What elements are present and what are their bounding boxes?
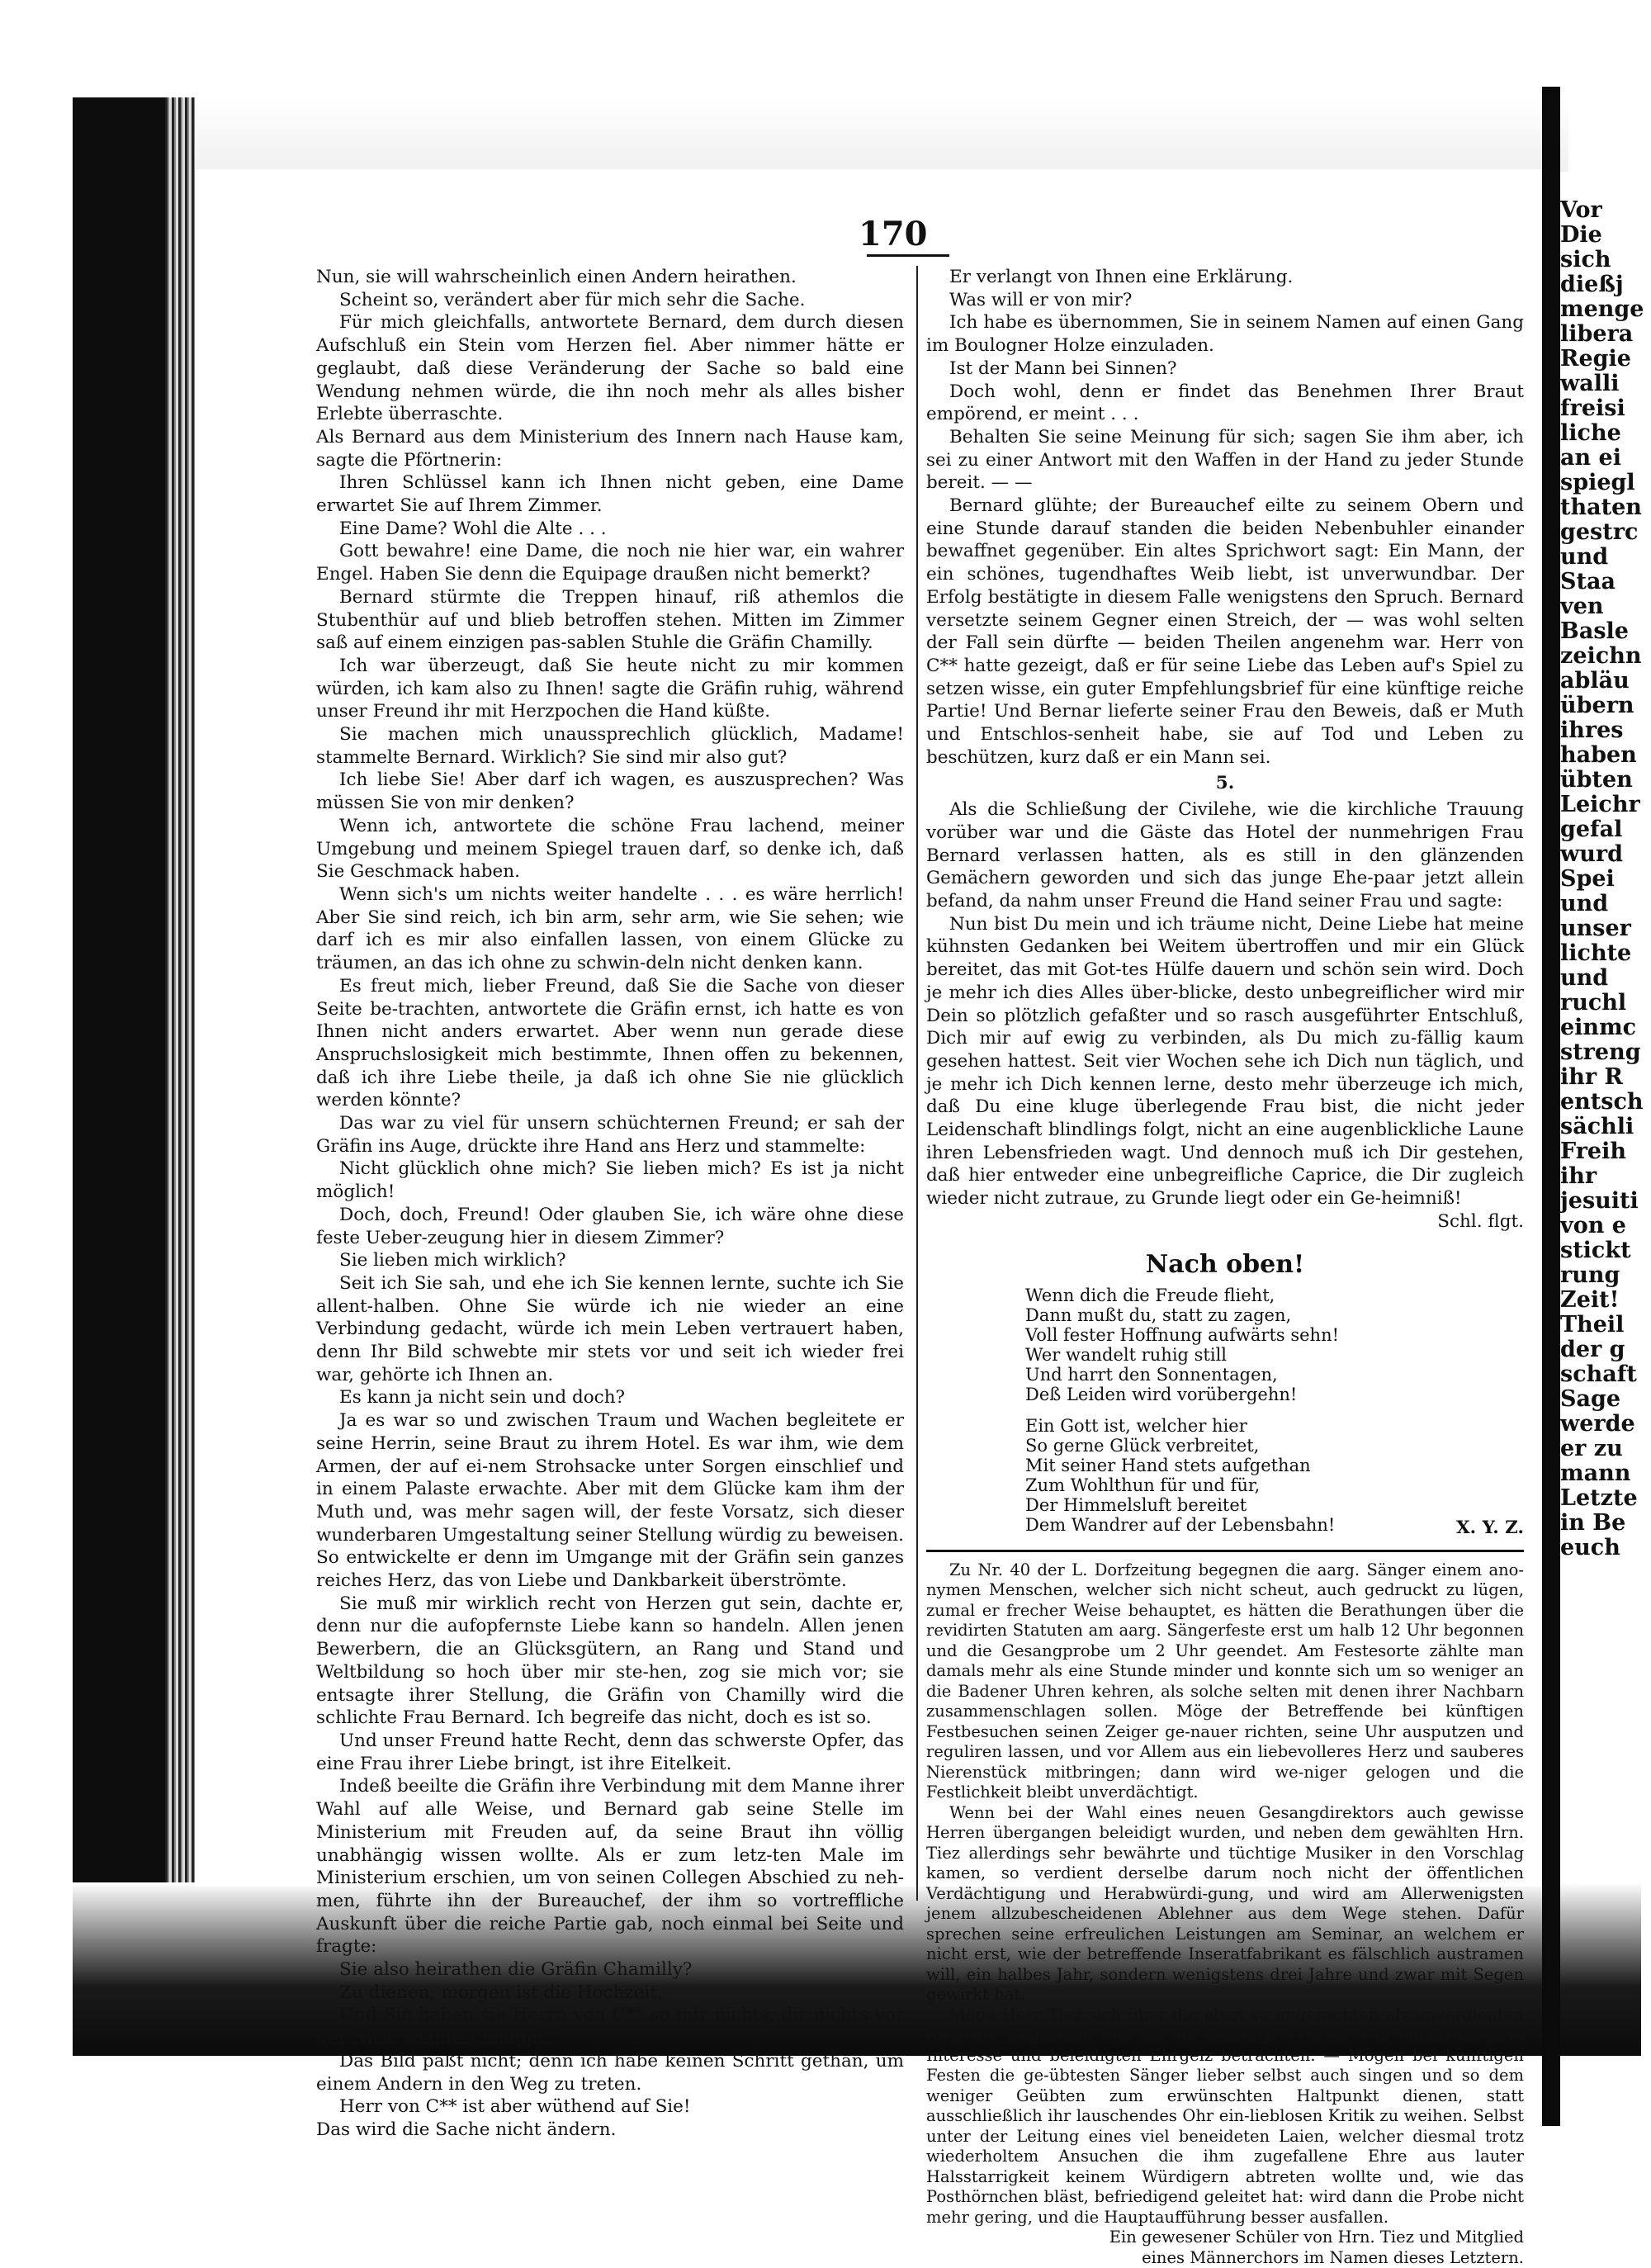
poem-line: Wer wandelt ruhig still [1025,1345,1228,1366]
next-page-word: ihres [1560,717,1624,743]
notice-signature [926,2228,1524,2268]
paragraph: Sie lieben mich wirklich? [339,1250,566,1271]
paragraph: Das Bild paßt nicht; denn ich habe keinen Schritt gethan, um einem Andern in den Weg zu treten. [316,2050,904,2095]
next-page-word: spiegl [1560,470,1635,495]
next-page-word: sich [1560,247,1611,272]
next-page-word: freisi [1560,395,1625,421]
poem-author: X. Y. Z. [1455,1518,1524,1539]
next-page-word: ven [1560,594,1604,619]
paragraph: Sie muß mir wirklich recht von Herzen gut sein, dachte er, denn nur die aufopfernste Liebe kann so handeln. Allen jenen Bewerbern, die an Glücksgütern, an Rang und Stand und Weltbildung so hoch über mir ste-hen, zog sie mich vor; sie entsagte ihrer Stellung, die Gräfin von Chamilly wird die schlichte Frau Bernard. Ich begreife das nicht, doch es ist so. [316,1593,904,1729]
next-page-word: werde [1560,1411,1635,1437]
poem [1025,1286,1524,1535]
paragraph: Er verlangt von Ihnen eine Erklärung. [949,267,1294,287]
paragraph: Sie machen mich unaussprechlich glücklich, Madame! stammelte Bernard. Wirklich? Sie sind mir also gut? [316,724,904,768]
next-page-word: liche [1560,420,1621,446]
next-page-word: Die [1560,222,1602,248]
scan-left-edge [73,97,172,2021]
next-page-word: ruchl [1560,990,1627,1016]
next-page-word: gestrc [1560,519,1639,545]
next-page-word: von e [1560,1213,1626,1238]
next-page-word: und [1560,891,1609,916]
page-gutter [1542,87,1560,2126]
book-binding [165,97,195,1889]
signature-line: Ein gewesener Schüler von Hrn. Tiez und Mitglied [1109,2228,1524,2247]
next-page-word: der g [1560,1337,1625,1362]
notice [926,1560,1524,2228]
paragraph: Behalten Sie seine Meinung für sich; sagen Sie ihm aber, ich sei zu einer Antwort mit den Waffen in der Hand zu jeder Stunde bereit. — — [926,426,1524,494]
paragraph: Bernard glühte; der Bureauchef eilte zu seinem Obern und eine Stunde darauf standen die beiden Nebenbuhler einander bewaffnet gegenüber. Ein altes Sprichwort sagt: Ein Mann, der ein schönes, tugendhaftes Weib liebt, ist unverwundbar. Der Erfolg bestätigte in diesem Falle wenigstens den Spruch. Bernard versetzte seinem Gegner einen Streich, der — was wohl selten der Fall sein dürfte — beiden Theilen angenehm war. Herr von C** hatte gezeigt, daß er für seine Liebe das Leben auf's Spiel zu setzen wisse, ein guter Empfehlungsbrief für eine künftige reiche Partie! Und Bernar lieferte seiner Frau den Beweis, daß er Muth und Entschlos-senheit habe, sie auf Tod und Leben zu beschützen, kurz daß er ein Mann sei. [926,495,1524,768]
paragraph: Ich liebe Sie! Aber darf ich wagen, es auszusprechen? Was müssen Sie von mir denken? [316,769,904,814]
paragraph: Wenn sich's um nichts weiter handelte . . . es wäre herrlich! Aber Sie sind reich, ich bin arm, sehr arm, wie Sie sehen; wie darf ich es mir also einfallen lassen, von einem Glücke zu träumen, an das ich ohne zu schwin-deln nicht denken kann. [316,883,904,974]
paragraph: Ja es war so und zwischen Traum und Wachen begleitete er seine Herrin, seine Braut zu ihrem Hotel. Es war ihm, wie dem Armen, der auf ei-nem Strohsacke unter Sorgen einschlief und in einem Palaste erwachte. Aber mit dem Glücke kam ihm der Muth und, was mehr sagen will, der feste Vorsatz, sich dieser wunderbaren Umgestaltung seiner Stellung würdig zu beweisen. So entwickelte er denn im Umgange mit der Gräfin sein ganzes reiches Herz, das von Liebe und Dankbarkeit überströmte. [316,1410,904,1592]
next-page-word: und [1560,544,1609,570]
paragraph: Zu Nr. 40 der L. Dorfzeitung begegnen die aarg. Sänger einem ano-nymen Menschen, welcher sich nicht scheut, auch gedruckt zu lügen, zumal er frecher Weise behauptet, es hätten die Berathungen über die revidirten Statuten am aarg. Sängerfeste erst um halb 12 Uhr begonnen und die Gesangprobe um 2 Uhr geendet. Am Festesorte zählte man damals mehr als eine Stunde minder und konnte sich um so weniger an die Badener Uhren kehren, als solche selten mit denen ihrer Nachbarn zusammenschlagen sollen. Möge der Betreffende bei künftigen Festbesuchen seinen Zeiger ge-nauer richten, seine Uhr ausputzen und reguliren lassen, und vor Allem aus ein liebevolleres Herz und sauberes Nierenstück mitbringen; dann wird we-niger gelogen und die Festlichkeit bleibt unverdächtigt. [926,1560,1524,1802]
page-number-rule [867,254,949,257]
poem-line: Wenn dich die Freude flieht, [1025,1286,1275,1306]
next-page-word: haben [1560,742,1637,768]
section-number: 5. [1215,773,1235,794]
next-page-word: Leichr [1560,792,1640,817]
paragraph: Es kann ja nicht sein und doch? [339,1387,626,1409]
paragraph: Ich habe es übernommen, Sie in seinem Namen auf einen Gang im Boulogner Holze einzuladen. [926,312,1524,357]
left-column [316,266,904,2142]
paragraph: Nun, sie will wahrscheinlich einen Andern heirathen. [316,267,797,287]
next-page-word: entsch [1560,1089,1644,1115]
poem-line: Deß Leiden wird vorübergehn! [1025,1385,1298,1405]
paragraph: Was will er von mir? [949,289,1133,310]
poem-line: Dann mußt du, statt zu zagen, [1025,1305,1292,1326]
next-page-word: streng [1560,1039,1641,1065]
next-page-word: Spei [1560,866,1615,892]
paragraph: Für mich gleichfalls, antwortete Bernard, dem durch diesen Aufschluß ein Stein vom Herzen fiel. Aber nimmer hätte er geglaubt, daß diese Veränderung der Sache so bald eine Wendung nehmen würde, die ihn noch mehr als alles bisher Erlebte überraschte. [316,312,904,425]
next-page-word: Theil [1560,1312,1625,1338]
paragraph: Nun bist Du mein und ich träume nicht, Deine Liebe hat meine kühnsten Gedanken bei Weitem übertroffen und mir ein Glück bereitet, das mit Got-tes Hülfe dauern und schön sein wird. Doch je mehr ich dies Alles über-blicke, desto unbegreiflicher wird mir Dein so plötzlich gefaßter und so rasch ausgeführter Entschluß, Dich mir auf ewig zu verbinden, als Du mich zu-fällig kaum gesehen hattest. Seit vier Wochen sehe ich Dich nun täglich, und je mehr ich Dich kennen lerne, desto mehr überzeuge ich mich, daß Du eine kluge überlegende Frau bist, die nicht jeder Leidenschaft blindlings folgt, nicht an eine augenblickliche Laune ihren Lebensfrieden wagt. Und dennoch muß ich Dir gestehen, daß hier entweder eine unbegreifliche Caprice, die Dir zugleich wieder nicht zutraue, zu Grunde liegt oder ein Ge-heimniß! [926,913,1524,1210]
scan-top-shadow [165,97,1568,172]
next-page-word: menge [1560,296,1644,322]
next-page-word: stickt [1560,1238,1631,1263]
paragraph: Bernard stürmte die Treppen hinauf, riß athemlos die Stubenthür auf und blieb betroffen stehen. Mitten im Zimmer saß auf einem einzigen pas-sablen Stuhle die Gräfin Chamilly. [316,586,904,654]
next-page-word: gefal [1560,817,1623,842]
poem-line: Und harrt den Sonnentagen, [1025,1365,1278,1385]
next-page-word: Regie [1560,346,1631,372]
paragraph: Ich war überzeugt, daß Sie heute nicht zu mir kommen würden, ich kam also zu Ihnen! sagte die Gräfin ruhig, während unser Freund ihr mit Herzpochen die Hand küßte. [316,655,904,722]
next-page-word: er zu [1560,1436,1623,1461]
notice-rule [926,1550,1524,1552]
paragraph: Wenn ich, antwortete die schöne Frau lachend, meiner Umgebung und meinem Spiegel trauen darf, so denke ich, daß Sie Geschmack haben. [316,815,904,883]
story-continuation [926,266,1524,769]
next-page-word: übten [1560,767,1633,793]
paragraph: Und unser Freund hatte Recht, denn das schwerste Opfer, das eine Frau ihrer Liebe bringt, ist ihre Eitelkeit. [316,1731,904,1774]
paragraph: Doch wohl, denn er findet das Benehmen Ihrer Braut empörend, er meint . . . [926,381,1524,425]
next-page-word: wurd [1560,841,1623,867]
paragraph: Herr von C** ist aber wüthend auf Sie! [339,2096,691,2118]
poem-line: So gerne Glück verbreitet, [1025,1436,1260,1456]
poem-line: Mit seiner Hand stets aufgethan [1025,1456,1311,1476]
paragraph: Es freut mich, lieber Freund, daß Sie die Sache von dieser Seite be-trachten, antwortete die Gräfin ernst, ich hatte es von Ihnen nicht anders erwartet. Aber wenn nun gerade diese Anspruchslosigkeit mich bestimmte, Ihnen offen zu bekennen, daß ich ihre Liebe theile, ja daß ich ohne Sie nie glücklich werden könnte? [316,975,904,1111]
story-section-5 [926,798,1524,1210]
paragraph: Doch, doch, Freund! Oder glauben Sie, ich wäre ohne diese feste Ueber-zeugung hier in diesem Zimmer? [316,1204,904,1248]
next-page-word: Freih [1560,1139,1626,1164]
next-page-word: ihr [1560,1163,1597,1189]
next-page-word: sächli [1560,1114,1634,1139]
next-page-word: jesuiti [1560,1188,1639,1214]
next-page-word: schaft [1560,1361,1637,1387]
next-page-word: und [1560,965,1609,991]
paragraph: Scheint so, verändert aber für mich sehr die Sache. [339,289,806,310]
paragraph: Möge Herr Tiez sich über die eben so ungerechten als unverdienten An-griffe wegsetzen und sie als unzeitige Früchte von unbefriedigtem Interesse und beleidigten Ehrgeiz betrachten. — Mögen bei künftigen Festen die ge-übtesten Sänger lieber selbst auch singen und so dem weniger Geübten zum erwünschten Haltpunkt dienen, statt ausschließlich ihr lauschendes Ohr ein-lieblosen Kritik zu weihen. Selbst unter der Leitung eines viel beneideten Laien, welcher diesmal trotz wiederholtem Ansuchen die ihm zugefallene Ehre aus lauter Halsstarrigkeit keinem Würdigern abtreten wollte und, wie das Posthörnchen bläst, befriedigend geleitet hat: wird dann die Probe nicht mehr gering, und die Hauptaufführung besser ausfallen. [926,2005,1524,2227]
next-page-word: dießj [1560,272,1624,297]
page-number: 170 [859,215,928,253]
paragraph: Als Bernard aus dem Ministerium des Innern nach Hause kam, sagte die Pförtnerin: [316,426,904,471]
next-page-word: einmc [1560,1015,1637,1040]
poem-stanza [1025,1286,1524,1404]
signature-line: eines Männerchors im Namen dieses Letztern. [1142,2247,1524,2267]
paragraph: Eine Dame? Wohl die Alte . . . [339,518,607,539]
next-page-word: rung [1560,1262,1620,1288]
paragraph: Als die Schließung der Civilehe, wie die kirchliche Trauung vorüber war und die Gäste das Hotel der nunmehrigen Frau Bernard verlassen hatten, als es still in den glänzenden Gemächern geworden und sich das junge Ehe-paar jetzt allein befand, da nahm unser Freund die Hand seiner Frau und sagte: [926,799,1524,911]
next-page-word: thaten [1560,495,1642,520]
paragraph: Das war zu viel für unsern schüchternen Freund; er sah der Gräfin ins Auge, drückte ihre Hand ans Herz und stammelte: [316,1113,904,1157]
paragraph: Seit ich Sie sah, und ehe ich Sie kennen lernte, suchte ich Sie allent-halben. Ohne Sie würde ich nie wieder an eine Verbindung gedacht, würde ich mein Leben vertrauert haben, denn Ihr Bild schwebte mir stets vor und seit ich wieder frei war, gehörte ich Ihnen an. [316,1272,904,1385]
column-rule [916,266,918,1901]
next-page-word: zeichn [1560,643,1642,669]
right-column [926,266,1524,2268]
next-page-word: Basle [1560,618,1629,644]
paragraph: Das wird die Sache nicht ändern. [316,2119,617,2140]
paragraph: Zu dienen; morgen ist die Hochzeit. [339,1982,663,2003]
poem-line: Zum Wohlthun für und für, [1025,1475,1261,1496]
story-signature: Schl. flgt. [1437,1210,1524,1232]
next-page-word: Vor [1560,198,1602,223]
next-page-word: abläu [1560,668,1630,694]
next-page-word: euch [1560,1535,1620,1560]
poem-title: Nach oben! [1145,1249,1305,1279]
next-page-word: in Be [1560,1510,1626,1536]
poem-line: Voll fester Hoffnung aufwärts sehn! [1025,1325,1340,1346]
next-page-word: Letzte [1560,1485,1638,1511]
next-page-word: Sage [1560,1386,1621,1412]
paragraph: Nicht glücklich ohne mich? Sie lieben mich? Es ist ja nicht möglich! [316,1158,904,1203]
paragraph: Und Sie haben sie Herrn von C** so mir nichts, dir nichts vor der Nase weggeschnappt? [316,2005,904,2049]
next-page-word: lichte [1560,940,1632,966]
next-page-fragment [1560,198,1651,2056]
next-page-word: Zeit! [1560,1287,1620,1313]
next-page-word: an ei [1560,445,1621,471]
poem-line: Dem Wandrer auf der Lebensbahn! [1025,1515,1336,1536]
next-page-word: mann [1560,1461,1631,1486]
paragraph: Indeß beeilte die Gräfin ihre Verbindung mit dem Manne ihrer Wahl auf alle Weise, und Bernard gab seine Stelle im Ministerium mit Freuden auf, da seine Braut ihn völlig unabhängig wissen wollte. Als er zum letz-ten Male im Ministerium erschien, um von seinen Collegen Abschied zu neh-men, führte ihn der Bureauchef, der ihm so vortreffliche Auskunft über die reiche Partie gab, noch einmal bei Seite und fragte: [316,1776,904,1958]
paragraph: Ist der Mann bei Sinnen? [949,357,1177,379]
next-page-word: Staa [1560,569,1616,594]
poem-line: Ein Gott ist, welcher hier [1025,1416,1247,1437]
paragraph: Sie also heirathen die Gräfin Chamilly? [339,1959,693,1981]
next-page-word: übern [1560,693,1634,718]
next-page-word: libera [1560,321,1634,347]
paragraph: Ihren Schlüssel kann ich Ihnen nicht geben, eine Dame erwartet Sie auf Ihrem Zimmer. [316,472,904,517]
paragraph: Gott bewahre! eine Dame, die noch nie hier war, ein wahrer Engel. Haben Sie denn die Equipage draußen nicht bemerkt? [316,541,904,585]
next-page-word: walli [1560,371,1620,396]
next-page-word: ihr R [1560,1064,1623,1090]
poem-line: Der Himmelsluft bereitet [1025,1495,1247,1516]
next-page-word: unser [1560,916,1631,941]
paragraph: Wenn bei der Wahl eines neuen Gesangdirektors auch gewisse Herren übergangen beleidigt wurden, und neben dem gewählten Hrn. Tiez allerdings sehr bewährte und tüchtige Musiker in den Vorschlag kamen, so verdient derselbe darum noch nicht der öffentlichen Verdächtigung und Herabwürdi-gung, und wird am Allerwenigsten jenem allzubescheidenen Ablehner aus dem Wege stehen. Dafür sprechen seine erfreulichen Leistungen am Seminar, an welchem er nicht erst, wie der betreffende Inseratfabrikant es fälschlich austramen will, ein halbes Jahr, sondern wenigstens drei Jahre und zwar mit Segen gewirkt hat. [926,1802,1524,2005]
